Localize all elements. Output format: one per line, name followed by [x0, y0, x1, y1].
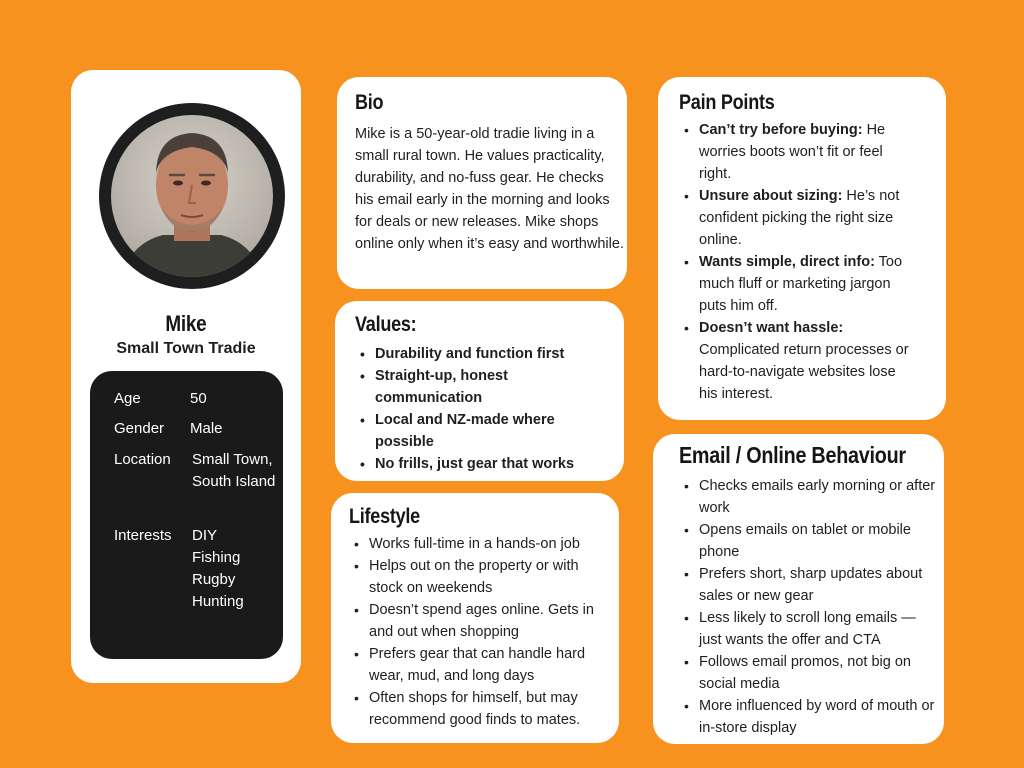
email-behaviour-item: • Follows email promos, not big on social media: [679, 651, 941, 695]
email-behaviour-item: • Less likely to scroll long emails — just wants the offer and CTA: [679, 607, 941, 651]
interest-item: Fishing: [192, 549, 241, 566]
gender-value: Male: [190, 420, 223, 437]
lifestyle-item: • Prefers gear that can handle hard wear, mud, and long days: [349, 643, 611, 687]
pain-point-text: He’s not confident picking the right size online.: [699, 188, 900, 248]
pain-point-lead: Unsure about sizing:: [699, 188, 843, 204]
pain-points-list: [679, 119, 917, 405]
values-item: • Durability and function first: [355, 343, 595, 365]
email-behaviour-list: [679, 475, 941, 739]
persona-details: [90, 371, 283, 659]
email-behaviour-card: [653, 434, 944, 744]
lifestyle-title: Lifestyle: [349, 505, 420, 528]
persona-name: Mike: [165, 311, 207, 336]
email-behaviour-item: • Checks emails early morning or after work: [679, 475, 941, 519]
location-value-1: Small Town,: [192, 451, 273, 468]
pain-point-text: Complicated return processes or hard-to-navigate websites lose his interest.: [699, 342, 909, 402]
profile-card: [71, 70, 301, 683]
pain-point-item: [679, 185, 917, 251]
pain-point-item: [679, 119, 917, 185]
lifestyle-item: • Works full-time in a hands-on job: [349, 533, 611, 555]
interest-item: DIY: [192, 527, 218, 544]
email-behaviour-title: Email / Online Behaviour: [679, 442, 906, 468]
pain-point-item: [679, 317, 917, 405]
lifestyle-item: • Doesn’t spend ages online. Gets in and out when shopping: [349, 599, 611, 643]
avatar-photo: [111, 115, 273, 277]
lifestyle-item: • Helps out on the property or with stock on weekends: [349, 555, 611, 599]
email-behaviour-item: • Prefers short, sharp updates about sales or new gear: [679, 563, 941, 607]
lifestyle-item: • Often shops for himself, but may recommend good finds to mates.: [349, 687, 611, 731]
bio-text: Mike is a 50-year-old tradie living in a small rural town. He values practicality, durability, and no-fuss gear. He checks his email early in the morning and looks for deals or new releases. Mike shops online only when it’s easy and worthwhile.: [355, 126, 624, 252]
gender-label: Gender: [114, 420, 165, 437]
age-label: Age: [114, 390, 141, 407]
bio-card: [337, 77, 627, 289]
pain-point-lead: Doesn’t want hassle:: [699, 320, 844, 336]
pain-point-lead: Can’t try before buying:: [699, 122, 863, 138]
email-behaviour-item: • Opens emails on tablet or mobile phone: [679, 519, 941, 563]
values-item: • No frills, just gear that works: [355, 453, 595, 475]
persona-name-wrap: [71, 311, 301, 337]
values-item: • Straight-up, honest communication: [355, 365, 595, 409]
values-list: [355, 343, 595, 475]
bio-title: Bio: [355, 91, 384, 114]
interest-item: Rugby: [192, 571, 236, 588]
persona-role: Small Town Tradie: [116, 340, 256, 357]
pain-points-title: Pain Points: [679, 91, 775, 114]
pain-point-item: [679, 251, 917, 317]
pain-point-lead: Wants simple, direct info:: [699, 254, 875, 270]
email-behaviour-item: • More influenced by word of mouth or in-store display: [679, 695, 941, 739]
pain-points-card: [658, 77, 946, 420]
age-value: 50: [190, 390, 207, 407]
interests-label: Interests: [114, 527, 172, 544]
lifestyle-list: [349, 533, 611, 731]
pain-point-text: Too much fluff or marketing jargon puts him off.: [699, 254, 903, 314]
lifestyle-card: [331, 493, 619, 743]
values-item: • Local and NZ-made where possible: [355, 409, 595, 453]
pain-point-text: He worries boots won’t fit or feel right.: [699, 122, 886, 182]
interest-item: Hunting: [192, 593, 244, 610]
values-title: Values:: [355, 313, 417, 336]
avatar: [99, 103, 285, 289]
location-label: Location: [114, 451, 171, 468]
values-card: [335, 301, 624, 481]
location-value-2: South Island: [192, 473, 276, 490]
